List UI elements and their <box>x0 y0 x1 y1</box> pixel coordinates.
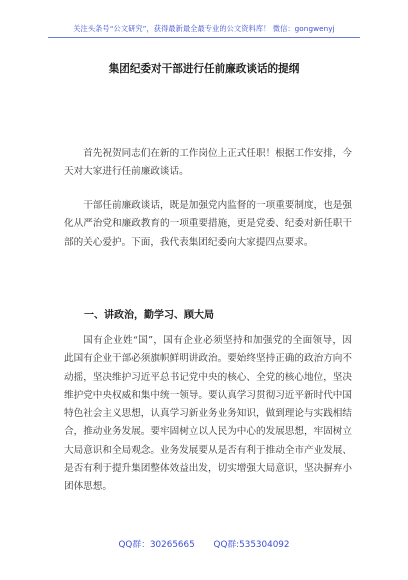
document-title: 集团纪委对干部进行任前廉政谈话的提纲 <box>108 63 300 75</box>
qq-group-right: QQ群:535304092 <box>213 540 290 550</box>
purpose-paragraph: 干部任前廉政谈话，既是加强党内监督的一项重要制度，也是强化从严治党和廉政教育的一项重要措施，更是党委、纪委对新任职干部的关心爱护。下面，我代表集团纪委向大家提四点要求。 <box>64 200 352 248</box>
intro-paragraph: 首先祝贺同志们在新的工作岗位上正式任职！根据工作安排，今天对大家进行任前廉政谈话。 <box>64 148 352 178</box>
header-divider <box>48 37 360 38</box>
footer-qq-groups <box>0 537 408 550</box>
section-heading-1: 一、讲政治，勤学习、顾大局 <box>84 310 214 321</box>
qq-group-left: QQ群：30265665 <box>118 540 195 550</box>
header-promo-note: 关注头条号“公文研究”，获得最新最全最专业的公文资料库！ 微信：gongwenyj <box>73 24 335 33</box>
section-1-paragraph: 国有企业姓“国”，国有企业必须坚持和加强党的全面领导，因此国有企业干部必须旗帜鲜明讲政治。要始终坚持正确的政治方向不动摇，坚决维护习近平总书记党中央的核心、全党的核心地位，坚决维护党中央权威和集中统一领导。要认真学习贯彻习近平新时代中国特色社会主义思想，认真学习新业务业务知识，做到理论与实践相结合，推动业务发展。要牢固树立以人民为中心的发展思想，牢固树立大局意识和全局观念。业务发展要从是否有利于推动全市产业发展、是否有利于提升集团整体效益出发，切实增强大局意识，坚决摒弃小团体思想。 <box>64 335 352 493</box>
